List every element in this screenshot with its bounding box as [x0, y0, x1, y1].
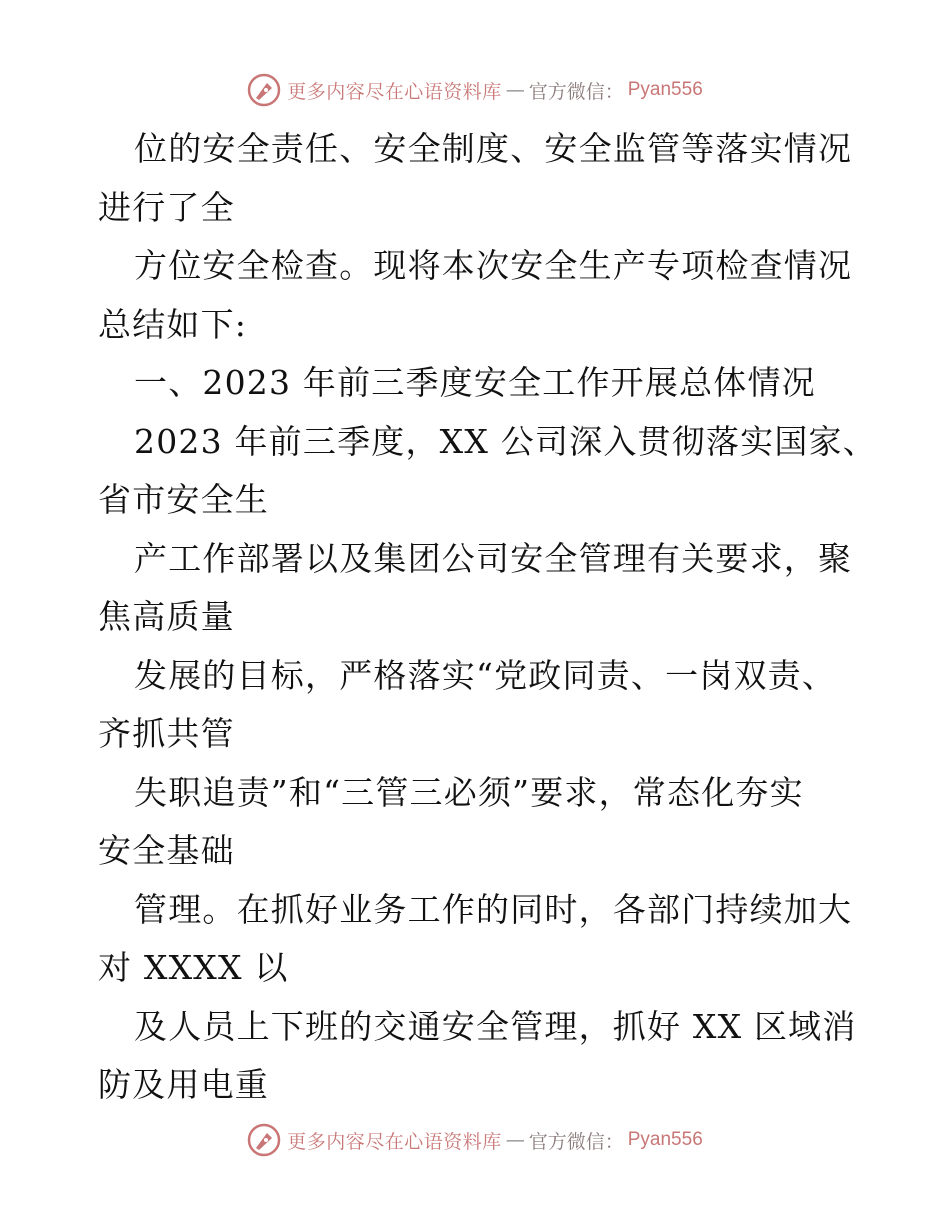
text-line: 失职追责”和“三管三必须”要求，常态化夯实 — [134, 772, 804, 812]
banner-wechat-label: 官方微信： — [528, 1130, 624, 1153]
section-heading: 一、2023 年前三季度安全工作开展总体情况 — [134, 363, 816, 402]
banner-text: 更多内容尽在心语资料库 — [287, 1130, 502, 1153]
banner-text: 更多内容尽在心语资料库 — [287, 80, 502, 103]
banner-wechat-label: 官方微信： — [528, 80, 624, 103]
pen-nib-logo-icon — [247, 73, 281, 107]
text-line: 省市安全生 — [98, 480, 269, 519]
text-line: 位的安全责任、安全制度、安全监管等落实情况 — [134, 129, 853, 168]
text-line: 2023 年前三季度，XX 公司深入贯彻落实国家、 — [134, 421, 877, 461]
banner-wechat-id: Pyan556 — [627, 79, 703, 100]
text-line: 管理。在抓好业务工作的同时，各部门持续加大 — [134, 889, 853, 929]
pen-nib-logo-icon — [247, 1123, 281, 1157]
text-line: 发展的目标，严格落实“党政同责、一岗双责、 — [134, 655, 837, 695]
text-line: 焦高质量 — [98, 597, 235, 636]
text-line: 防及用电重 — [98, 1065, 269, 1104]
text-line: 产工作部署以及集团公司安全管理有关要求，聚 — [134, 538, 853, 578]
text-line: 进行了全 — [98, 187, 235, 227]
text-line: 齐抓共管 — [98, 714, 235, 753]
text-line: 及人员上下班的交通安全管理，抓好 XX 区域消 — [134, 1006, 857, 1046]
document-body — [98, 120, 877, 1115]
header-watermark — [0, 70, 950, 110]
text-line: 总结如下: — [98, 304, 248, 344]
text-line: 方位安全检查。现将本次安全生产专项检查情况 — [134, 246, 853, 285]
banner-separator: — — [505, 1129, 525, 1151]
banner-wechat-id: Pyan556 — [627, 1129, 703, 1150]
banner-separator: — — [505, 79, 525, 101]
footer-watermark — [0, 1120, 950, 1160]
text-line: 对 XXXX 以 — [98, 948, 289, 987]
text-line: 安全基础 — [98, 831, 235, 870]
